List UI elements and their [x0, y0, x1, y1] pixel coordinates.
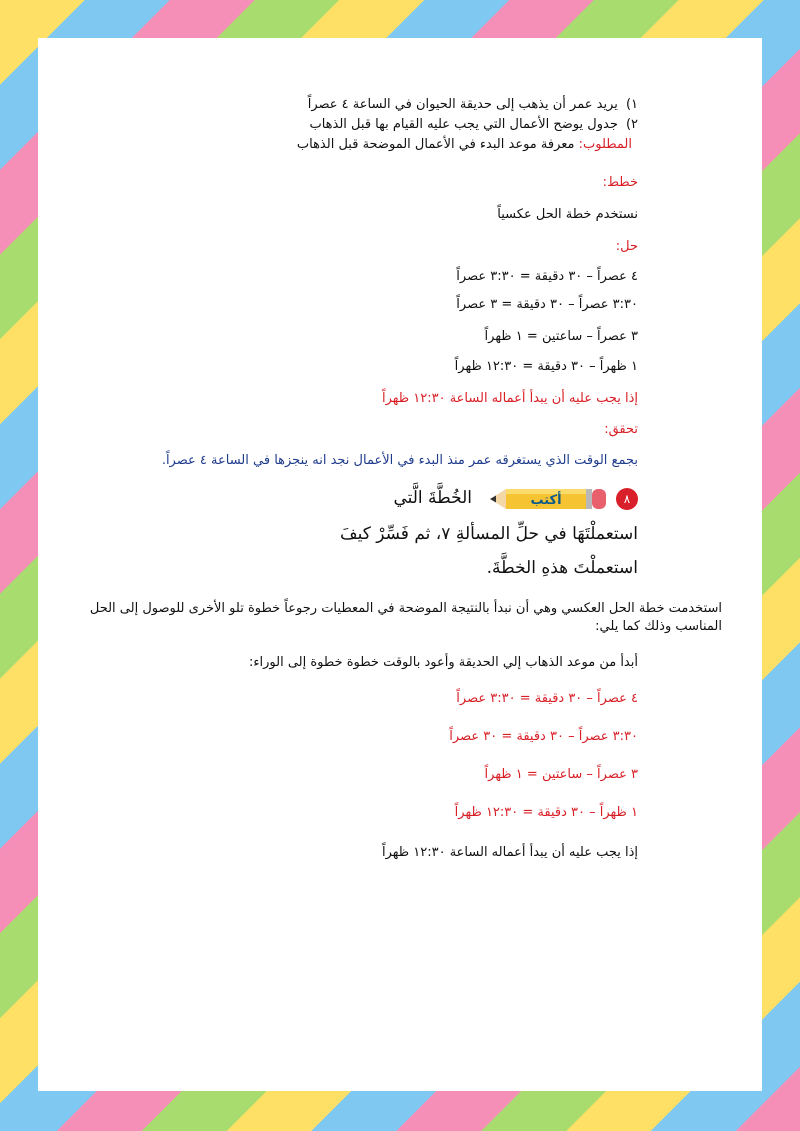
required-line: [297, 136, 632, 154]
answer-step-1: ٤ عصراً – ٣٠ دقيقة = ٣:٣٠ عصراً: [456, 691, 638, 706]
answer-step-3: ٣ عصراً – ساعتين = ١ ظهراً: [484, 767, 638, 782]
solve-heading: حل:: [615, 239, 638, 254]
given-item-1-text: يريد عمر أن يذهب إلى حديقة الحيوان في الساعة ٤ عصراً: [307, 97, 618, 112]
given-item-1: [308, 96, 638, 114]
required-text: معرفة موعد البدء في الأعمال الموضحة قبل الذهاب: [296, 137, 579, 152]
exercise-line-3: استعملْتَ هذهِ الخطَّةَ.: [486, 558, 638, 578]
check-heading: تحقق:: [604, 422, 638, 437]
plan-text: نستخدم خطة الحل عكسياً: [497, 207, 638, 222]
worksheet-page: [38, 38, 762, 1091]
exercise-number-badge: ٨: [616, 488, 638, 510]
answer-conclusion: إذا يجب عليه أن يبدأ أعماله الساعة ١٢:٣٠ ظهراً: [381, 845, 638, 860]
solve-step-2: ٣:٣٠ عصراً – ٣٠ دقيقة = ٣ عصراً: [456, 297, 638, 312]
required-label: المطلوب:: [578, 137, 632, 152]
exercise-line-1: الخُطَّةَ الَّتي: [393, 488, 472, 508]
pencil-icon: [490, 486, 608, 512]
given-item-2: [309, 116, 638, 134]
given-item-2-text: جدول يوضح الأعمال التي يجب عليه القيام بها قبل الذهاب: [309, 117, 618, 132]
answer-lead: أبدأ من موعد الذهاب إلي الحديقة وأعود بالوقت خطوة خطوة إلى الوراء:: [249, 655, 638, 670]
answer-step-4: ١ ظهراً – ٣٠ دقيقة = ١٢:٣٠ ظهراً: [454, 805, 638, 820]
solve-step-4: ١ ظهراً – ٣٠ دقيقة = ١٢:٣٠ ظهراً: [454, 359, 638, 374]
answer-step-2: ٣:٣٠ عصراً – ٣٠ دقيقة = ٣٠ عصراً: [449, 729, 638, 744]
check-text: بجمع الوقت الذي يستغرقه عمر منذ البدء في الأعمال نجد انه ينجزها في الساعة ٤ عصراً.: [161, 453, 638, 468]
solve-step-3: ٣ عصراً – ساعتين = ١ ظهراً: [484, 329, 638, 344]
given-item-1-number: ١): [625, 97, 638, 112]
solve-conclusion: إذا يجب عليه أن يبدأ أعماله الساعة ١٢:٣٠ ظهراً: [381, 391, 638, 406]
answer-intro: استخدمت خطة الحل العكسي وهي أن نبدأ بالنتيجة الموضحة في المعطيات رجوعاً خطوة تلو الأخرى للوصول إلى الحل المناسب وذلك كما يلي:: [89, 601, 722, 634]
plan-heading: خطط:: [602, 175, 638, 190]
exercise-line-2: استعملْتَهَا في حلِّ المسألةِ ٧، ثم فَسِّرْ كيفَ: [340, 524, 638, 544]
solve-step-1: ٤ عصراً – ٣٠ دقيقة = ٣:٣٠ عصراً: [456, 269, 638, 284]
pencil-label: أكتب: [530, 493, 562, 508]
given-item-2-number: ٢): [625, 117, 638, 132]
